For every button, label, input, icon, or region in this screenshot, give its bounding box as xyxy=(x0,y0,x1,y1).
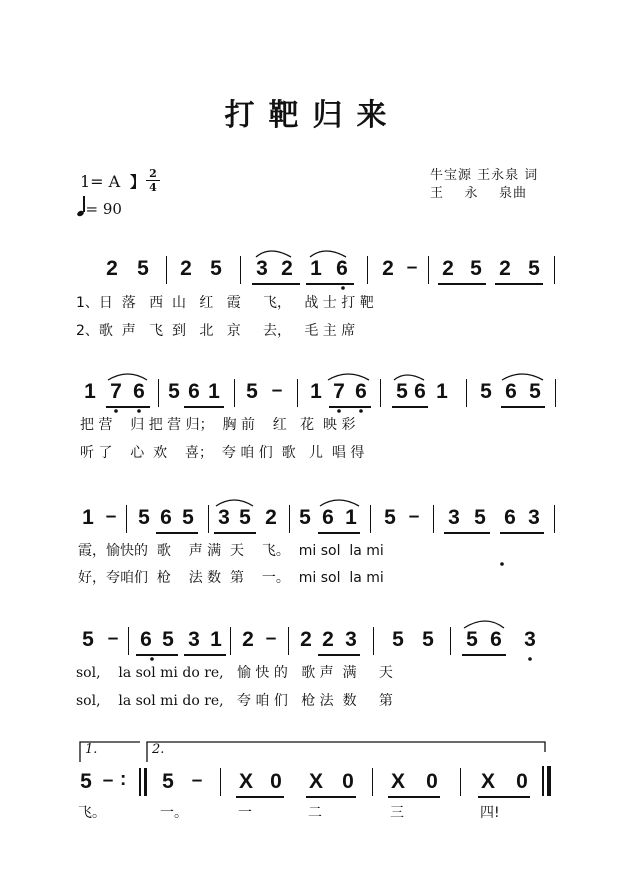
note: X xyxy=(308,770,323,793)
dash: – xyxy=(107,628,119,649)
eighth-beam xyxy=(478,796,530,798)
note: 0 xyxy=(426,770,438,793)
bar-line xyxy=(555,379,556,407)
eighth-beam xyxy=(388,796,440,798)
eighth-beam xyxy=(214,532,256,534)
note: 5 xyxy=(480,380,492,403)
eighth-beam xyxy=(306,796,356,798)
note: 5 xyxy=(138,506,150,529)
note: 0 xyxy=(270,770,282,793)
bar-line xyxy=(128,627,129,655)
repeat-dots: : xyxy=(120,769,127,790)
note: 6 xyxy=(160,506,172,529)
bar-line xyxy=(460,768,461,796)
dash: – xyxy=(408,506,420,527)
note: 5 xyxy=(137,257,149,280)
note: 1 xyxy=(82,506,94,529)
bar-line xyxy=(297,379,298,407)
note: 5 xyxy=(529,380,541,403)
eighth-beam xyxy=(156,532,198,534)
note: X xyxy=(480,770,495,793)
lyrics-verse-2: sol, la sol mi do re, 夸 咱 们 枪 法 数 第 xyxy=(76,693,393,709)
tempo-marking: = 90 xyxy=(77,198,122,218)
note: 3 xyxy=(218,506,230,529)
bar-line xyxy=(289,505,290,533)
eighth-beam xyxy=(106,406,150,408)
note: 6 xyxy=(188,380,200,403)
note: 6 xyxy=(322,506,334,529)
note-stem xyxy=(83,196,85,212)
note: 1 xyxy=(345,506,357,529)
song-title: 打靶归来 xyxy=(224,98,401,133)
note: 6 xyxy=(133,380,145,403)
bar-line xyxy=(554,256,555,284)
octave-dot xyxy=(137,409,141,413)
eighth-beam xyxy=(184,654,226,656)
note: 6 xyxy=(505,380,517,403)
bar-line xyxy=(450,627,451,655)
final-bar-line xyxy=(547,766,551,796)
note: 1 xyxy=(208,380,220,403)
bar-line xyxy=(158,379,159,407)
key-bracket: 】 xyxy=(130,173,146,191)
note: 7 xyxy=(333,380,345,403)
note: 2 xyxy=(281,257,293,280)
note: X xyxy=(238,770,253,793)
eighth-beam xyxy=(501,406,545,408)
note: 2 xyxy=(180,257,192,280)
note: 5 xyxy=(466,628,478,651)
note: 5 xyxy=(162,770,174,793)
bar-line xyxy=(428,256,429,284)
note: 3 xyxy=(188,628,200,651)
note: 5 xyxy=(422,628,434,651)
lyrics-verse-1: 1、日 落 西 山 红 霞 飞， 战 士 打 靶 xyxy=(76,295,374,311)
note: 6 xyxy=(355,380,367,403)
bar-line xyxy=(373,627,374,655)
note: 5 xyxy=(168,380,180,403)
lyric-syllable: 飞。 xyxy=(78,805,106,821)
eighth-beam xyxy=(236,796,284,798)
eighth-beam xyxy=(495,283,543,285)
lyrics-verse-1: sol, la sol mi do re, 愉 快 的 歌 声 满 天 xyxy=(76,665,393,681)
note: 5 xyxy=(396,380,408,403)
note: 2 xyxy=(300,628,312,651)
note: 5 xyxy=(239,506,251,529)
lyric-syllable: 一。 xyxy=(160,805,188,821)
lyric-syllable: 二 xyxy=(308,805,322,821)
second-ending-label: 2. xyxy=(152,742,165,757)
note: 5 xyxy=(470,257,482,280)
lyric-syllable: 三 xyxy=(390,805,404,821)
octave-dot xyxy=(359,409,363,413)
note: 1 xyxy=(310,380,322,403)
time-signature: 2 4 xyxy=(146,168,160,193)
bar-line xyxy=(370,505,371,533)
eighth-beam xyxy=(392,406,428,408)
second-ending-bracket xyxy=(147,742,545,762)
eighth-beam xyxy=(438,283,486,285)
lyric-syllable: 一 xyxy=(238,805,252,821)
note: 2 xyxy=(242,628,254,651)
lyrics-verse-2: 听 了 心 欢 喜； 夸 咱 们 歌 儿 唱 得 xyxy=(80,445,365,461)
first-ending-label: 1. xyxy=(85,742,98,757)
dash: – xyxy=(265,628,277,649)
bar-line xyxy=(367,256,368,284)
composer-credit: 王 永 泉曲 xyxy=(430,186,528,201)
note: 6 xyxy=(140,628,152,651)
bar-line xyxy=(220,768,221,796)
key-signature: 1= A xyxy=(80,172,121,191)
note: 2 xyxy=(322,628,334,651)
note: 5 xyxy=(528,257,540,280)
slur xyxy=(464,621,504,628)
note: 2 xyxy=(442,257,454,280)
octave-dot xyxy=(341,286,345,290)
octave-dot xyxy=(500,562,504,566)
bar-line xyxy=(542,766,544,796)
note: 5 xyxy=(299,506,311,529)
note: 6 xyxy=(414,380,426,403)
note: 3 xyxy=(345,628,357,651)
note: 1 xyxy=(436,380,448,403)
dash: – xyxy=(102,770,114,791)
note: 6 xyxy=(504,506,516,529)
eighth-beam xyxy=(329,406,371,408)
bar-line xyxy=(372,768,373,796)
note: 7 xyxy=(110,380,122,403)
lyric-syllable: 四! xyxy=(480,805,500,821)
note: 2 xyxy=(382,257,394,280)
note: 2 xyxy=(106,257,118,280)
note: 5 xyxy=(162,628,174,651)
note: 5 xyxy=(80,770,92,793)
octave-dot xyxy=(337,409,341,413)
note: 5 xyxy=(392,628,404,651)
bar-line xyxy=(208,505,209,533)
note: 3 xyxy=(448,506,460,529)
octave-dot xyxy=(528,657,532,661)
bar-line xyxy=(240,256,241,284)
lyrics-verse-2: 好，夸咱们 枪 法 数 第 一。 mi sol la mi xyxy=(78,570,384,586)
bar-line xyxy=(230,627,231,655)
eighth-beam xyxy=(184,406,224,408)
note: 5 xyxy=(210,257,222,280)
bar-line xyxy=(466,379,467,407)
bar-line xyxy=(166,256,167,284)
bar-line xyxy=(139,768,141,796)
note: 2 xyxy=(265,506,277,529)
note: 1 xyxy=(210,628,222,651)
lyrics-verse-1: 把 营 归 把 营 归； 胸 前 红 花 映 彩 xyxy=(80,417,356,433)
lyrics-verse-1: 霞，愉快的 歌 声 满 天 飞。 mi sol la mi xyxy=(78,543,384,559)
note: X xyxy=(390,770,405,793)
octave-dot xyxy=(114,409,118,413)
note: 5 xyxy=(384,506,396,529)
eighth-beam xyxy=(462,654,506,656)
dash: – xyxy=(271,380,283,401)
lyrics-verse-2: 2、歌 声 飞 到 北 京 去， 毛 主 席 xyxy=(76,323,356,339)
eighth-beam xyxy=(252,283,300,285)
note: 5 xyxy=(474,506,486,529)
note: 1 xyxy=(310,257,322,280)
note: 6 xyxy=(490,628,502,651)
note: 3 xyxy=(528,506,540,529)
note: 3 xyxy=(256,257,268,280)
eighth-beam xyxy=(318,654,360,656)
eighth-beam xyxy=(136,654,178,656)
note: 2 xyxy=(499,257,511,280)
bar-line xyxy=(234,379,235,407)
lyricists-credit: 牛宝源 王永泉 词 xyxy=(430,168,539,183)
bar-line xyxy=(433,505,434,533)
eighth-beam xyxy=(500,532,544,534)
octave-dot xyxy=(150,657,154,661)
note: 0 xyxy=(342,770,354,793)
bar-line xyxy=(380,379,381,407)
dash: – xyxy=(191,770,203,791)
bar-line xyxy=(288,627,289,655)
dash: – xyxy=(105,506,117,527)
note: 6 xyxy=(336,257,348,280)
note: 3 xyxy=(524,628,536,651)
note: 0 xyxy=(516,770,528,793)
bar-line xyxy=(554,505,555,533)
note: 1 xyxy=(84,380,96,403)
eighth-beam xyxy=(444,532,490,534)
eighth-beam xyxy=(306,283,354,285)
note: 5 xyxy=(82,628,94,651)
thick-bar-line xyxy=(144,768,147,796)
note: 5 xyxy=(182,506,194,529)
dash: – xyxy=(406,257,418,278)
bar-line xyxy=(126,505,127,533)
note: 5 xyxy=(246,380,258,403)
eighth-beam xyxy=(318,532,360,534)
